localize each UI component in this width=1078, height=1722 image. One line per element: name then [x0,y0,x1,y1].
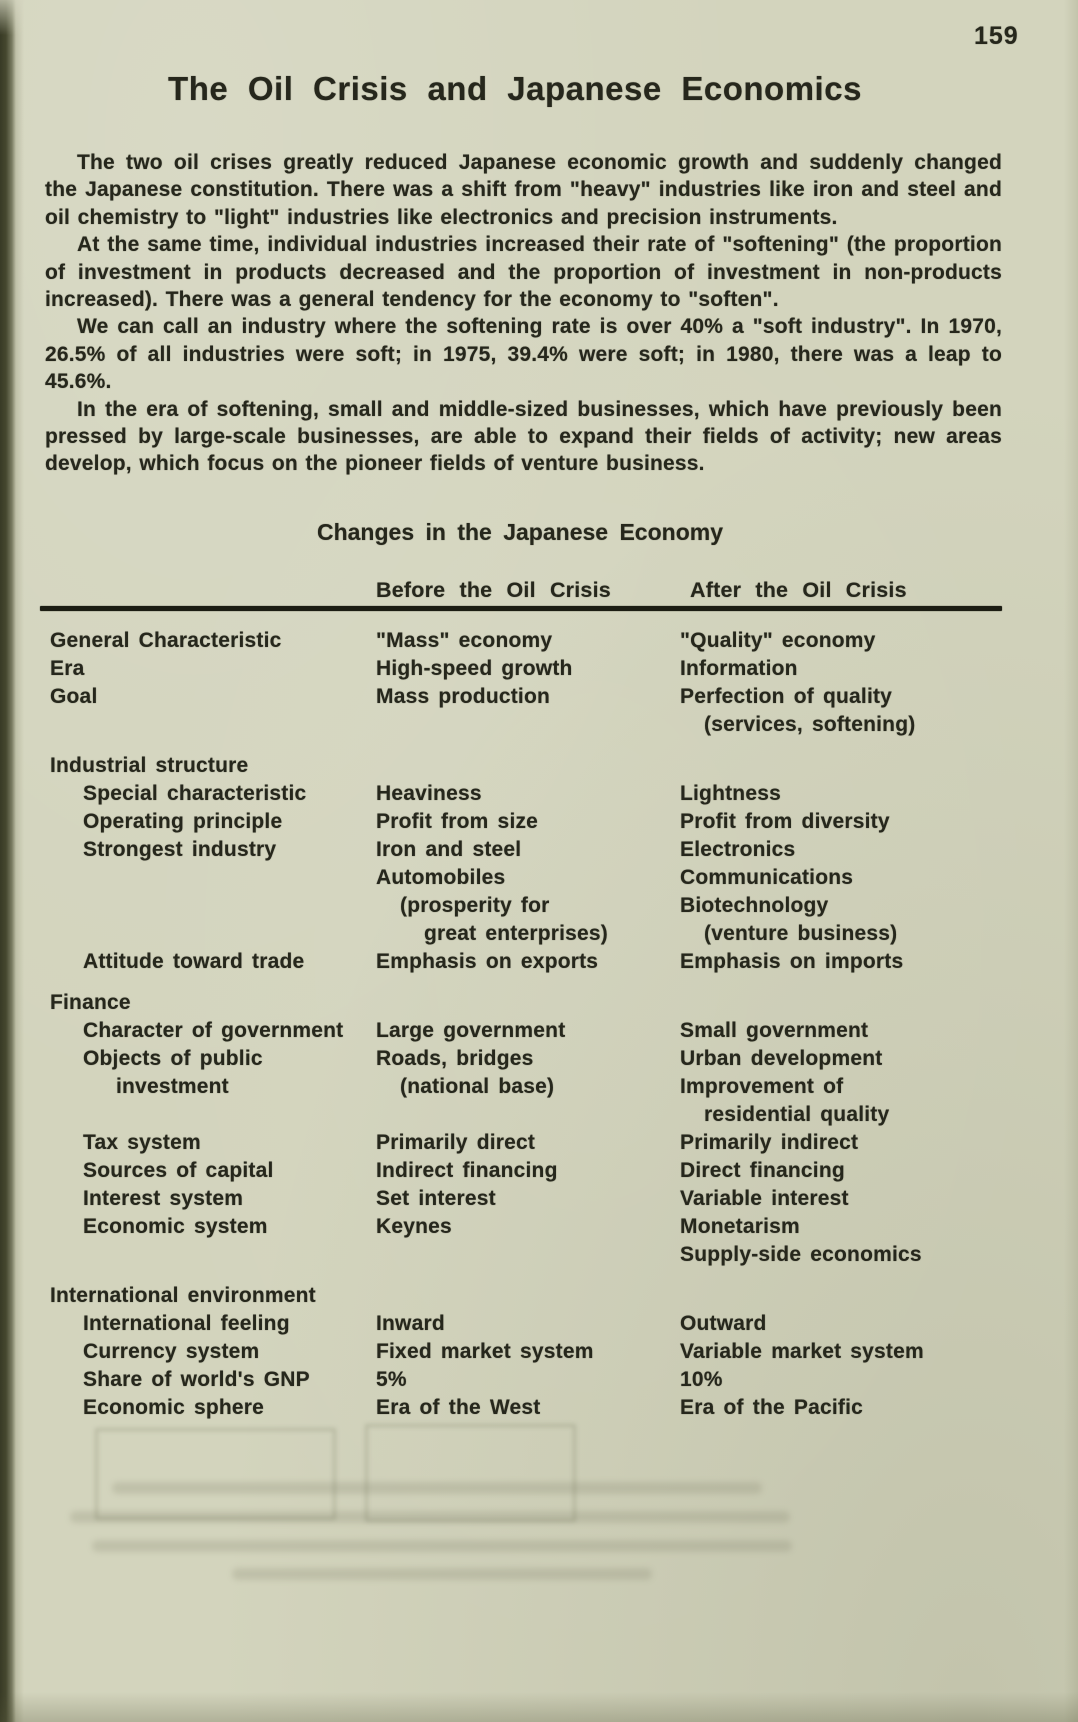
before-value: High-speed growth [376,657,573,680]
table-row [40,782,1050,810]
before-value: Keynes [376,1215,452,1238]
before-value: great enterprises) [424,922,609,945]
row-label: International feeling [83,1312,290,1335]
page-number: 159 [974,22,1019,50]
before-value: Era of the West [376,1396,541,1419]
before-value: Inward [376,1312,445,1335]
before-value: Heaviness [376,782,482,805]
table-row [40,1215,1050,1243]
table-row [40,1075,1050,1103]
row-label: Share of world's GNP [83,1368,310,1391]
before-value: Iron and steel [376,838,522,861]
row-label: Industrial structure [50,754,249,777]
body-paragraphs [45,149,1002,478]
after-value: Urban development [680,1047,883,1070]
table-title: Changes in the Japanese Economy [316,519,723,545]
table-row [40,1047,1050,1075]
row-label: International environment [50,1284,316,1307]
after-value: Variable market system [680,1340,924,1363]
column-header-before-oil-crisis: Before the Oil Crisis [376,578,611,602]
row-label: Operating principle [83,810,283,833]
table-row [40,1396,1050,1424]
after-value: Lightness [680,782,781,805]
bleed-through-artifact [232,1568,652,1580]
before-value: (prosperity for [400,894,550,917]
bleed-through-artifact [365,1424,576,1522]
before-value: Emphasis on exports [376,950,599,973]
after-value: Primarily indirect [680,1131,859,1154]
table-row [40,713,1050,741]
scan-bottom-edge-shading [0,1692,1078,1722]
row-label: Goal [50,685,98,708]
table-header-row [40,578,1040,604]
bleed-through-artifact [70,1511,790,1523]
table-row [40,1159,1050,1187]
row-label: Economic sphere [83,1396,265,1419]
row-label: Strongest industry [83,838,277,861]
before-value: (national base) [400,1075,555,1098]
before-value: Indirect financing [376,1159,558,1182]
row-label: Currency system [83,1340,260,1363]
table-row [40,866,1050,894]
before-value: Primarily direct [376,1131,536,1154]
after-value: Variable interest [680,1187,849,1210]
after-value: Small government [680,1019,869,1042]
row-label: Era [50,657,85,680]
bleed-through-artifact [112,1482,762,1494]
table-row [40,1019,1050,1047]
paragraph: We can call an industry where the softening rate is over 40% a "soft industry". In 1970, 26.5% of all industries were soft; in 1975, 39.4% were soft; in 1980, there was a leap to 45.6%. [45,315,1002,394]
table-row [40,894,1050,922]
row-label: Economic system [83,1215,268,1238]
table-row [40,1103,1050,1131]
table-row [40,950,1050,978]
before-value: Set interest [376,1187,496,1210]
scan-binding-shadow [0,0,24,1722]
table-row [40,810,1050,838]
after-value: Era of the Pacific [680,1396,863,1419]
after-value: Outward [680,1312,767,1335]
bleed-through-artifact [92,1540,792,1552]
row-label: Tax system [83,1131,201,1154]
page-title: The Oil Crisis and Japanese Economics [168,70,862,107]
table-row [40,685,1050,713]
row-label: Objects of public [83,1047,263,1070]
table-row [40,657,1050,685]
row-label: Attitude toward trade [83,950,305,973]
after-value: (services, softening) [704,713,916,736]
after-value: 10% [680,1368,723,1391]
table-row [40,991,1050,1019]
after-value: (venture business) [704,922,898,945]
table-row [40,629,1050,657]
table-body [40,629,1050,1424]
paragraph: At the same time, individual industries increased their rate of "softening" (the proportion of investment in products decreased and the proportion of investment in non-products increased). There was a general tendency for the economy to "soften". [45,233,1002,312]
row-label: General Characteristic [50,629,282,652]
after-value: Electronics [680,838,796,861]
row-label: Interest system [83,1187,244,1210]
before-value: Fixed market system [376,1340,594,1363]
table-row [40,1131,1050,1159]
table-row [40,1368,1050,1396]
before-value: Mass production [376,685,551,708]
bleed-through-artifact [95,1428,336,1520]
after-value: Supply-side economics [680,1243,922,1266]
table-row [40,922,1050,950]
after-value: Information [680,657,798,680]
table-row [40,1312,1050,1340]
after-value: Communications [680,866,854,889]
after-value: Profit from diversity [680,810,890,833]
table-row [40,1340,1050,1368]
table-row [40,1284,1050,1312]
before-value: "Mass" economy [376,629,553,652]
table-row [40,1243,1050,1271]
row-label: Finance [50,991,131,1014]
after-value: Perfection of quality [680,685,893,708]
table-row [40,1187,1050,1215]
after-value: Direct financing [680,1159,845,1182]
before-value: 5% [376,1368,407,1391]
before-value: Automobiles [376,866,506,889]
row-label: Sources of capital [83,1159,274,1182]
row-label: Special characteristic [83,782,307,805]
paragraph: In the era of softening, small and middle-sized businesses, which have previously been pressed by large-scale businesses, are able to expand their fields of activity; new areas develop, which focus on the pioneer fields of venture business. [45,397,1002,476]
table-row [40,754,1050,782]
column-header-after-oil-crisis: After the Oil Crisis [690,578,907,602]
table-header-rule [40,606,1002,611]
row-label: Character of government [83,1019,344,1042]
paragraph: The two oil crises greatly reduced Japanese economic growth and suddenly changed the Japanese constitution. There was a shift from "heavy" industries like iron and steel and oil chemistry to "light" industries like electronics and precision instruments. [45,151,1002,229]
row-label: investment [116,1075,229,1098]
before-value: Roads, bridges [376,1047,534,1070]
table-row [40,838,1050,866]
after-value: residential quality [704,1103,890,1126]
after-value: Monetarism [680,1215,800,1238]
before-value: Profit from size [376,810,539,833]
after-value: Biotechnology [680,894,829,917]
after-value: "Quality" economy [680,629,876,652]
before-value: Large government [376,1019,566,1042]
after-value: Improvement of [680,1075,844,1098]
scan-right-edge-shading [1064,0,1078,1722]
after-value: Emphasis on imports [680,950,904,973]
